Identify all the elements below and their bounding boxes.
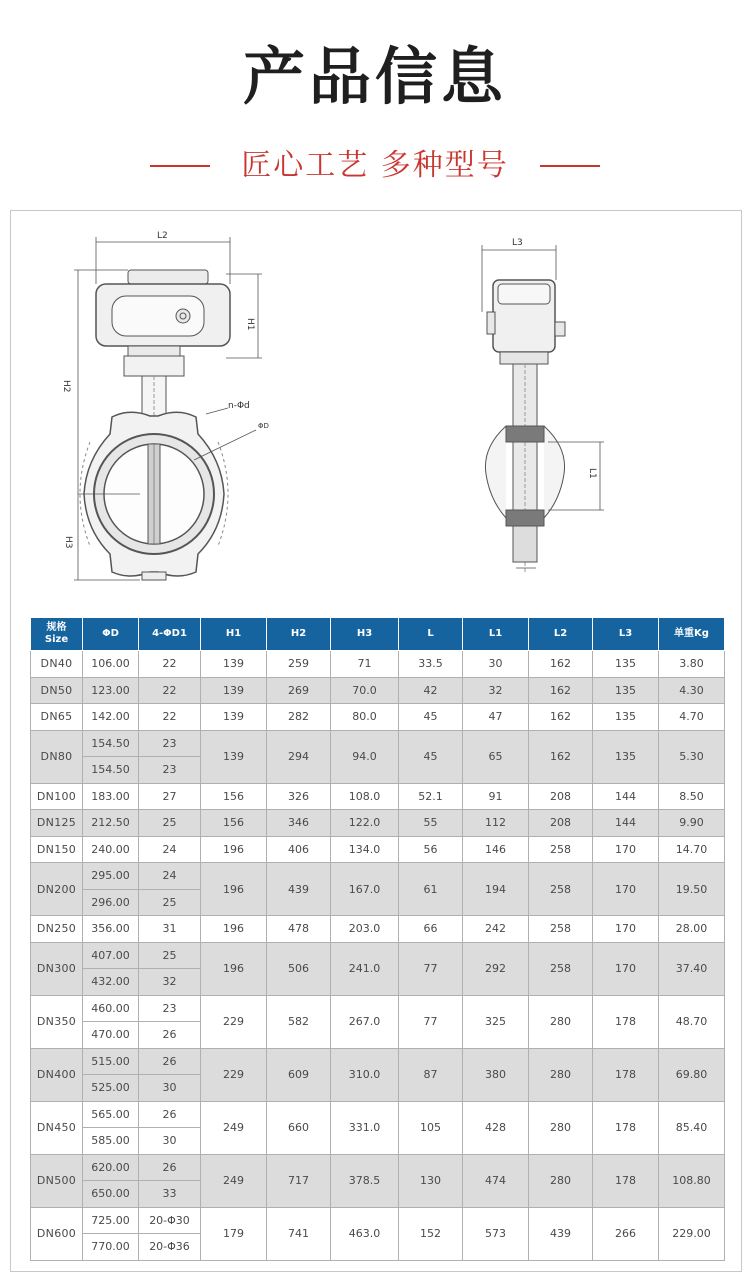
cell-h1: 249: [201, 1154, 267, 1207]
cell-4-phi-d1: 25: [139, 889, 201, 916]
valve-technical-drawing: [0, 212, 750, 612]
header-h2: H2: [267, 618, 331, 651]
cell-size: DN250: [31, 916, 83, 943]
table-row: [31, 916, 725, 943]
cell-phi-d: 770.00: [83, 1234, 139, 1261]
cell-h3: 94.0: [331, 730, 399, 783]
cell-l2: 208: [529, 783, 593, 810]
cell-l: 55: [399, 810, 463, 837]
cell-h3: 267.0: [331, 995, 399, 1048]
spec-table: [30, 617, 725, 1261]
cell-h1: 139: [201, 704, 267, 731]
cell-l: 130: [399, 1154, 463, 1207]
cell-w: 48.70: [659, 995, 725, 1048]
cell-h2: 406: [267, 836, 331, 863]
cell-l1: 325: [463, 995, 529, 1048]
right-divider: [540, 165, 600, 167]
cell-w: 37.40: [659, 942, 725, 995]
cell-l: 105: [399, 1101, 463, 1154]
label-h1: H1: [245, 318, 255, 331]
cell-h1: 196: [201, 863, 267, 916]
table-row: [31, 730, 725, 757]
cell-h1: 179: [201, 1207, 267, 1260]
cell-size: DN40: [31, 651, 83, 678]
cell-4-phi-d1: 31: [139, 916, 201, 943]
cell-phi-d: 154.50: [83, 730, 139, 757]
cell-l1: 65: [463, 730, 529, 783]
cell-l1: 292: [463, 942, 529, 995]
cell-4-phi-d1: 24: [139, 836, 201, 863]
label-h3: H3: [63, 536, 73, 549]
cell-4-phi-d1: 22: [139, 704, 201, 731]
cell-l3: 135: [593, 704, 659, 731]
cell-l1: 573: [463, 1207, 529, 1260]
cell-l3: 135: [593, 651, 659, 678]
cell-w: 108.80: [659, 1154, 725, 1207]
cell-h2: 439: [267, 863, 331, 916]
cell-4-phi-d1: 25: [139, 942, 201, 969]
cell-4-phi-d1: 23: [139, 995, 201, 1022]
cell-w: 14.70: [659, 836, 725, 863]
cell-h3: 463.0: [331, 1207, 399, 1260]
cell-l1: 91: [463, 783, 529, 810]
cell-size: DN150: [31, 836, 83, 863]
header-l2: L2: [529, 618, 593, 651]
cell-4-phi-d1: 30: [139, 1075, 201, 1102]
table-header-row: [31, 618, 725, 651]
cell-l: 42: [399, 677, 463, 704]
cell-l1: 112: [463, 810, 529, 837]
cell-h2: 582: [267, 995, 331, 1048]
cell-l3: 144: [593, 810, 659, 837]
cell-h3: 203.0: [331, 916, 399, 943]
cell-l2: 258: [529, 836, 593, 863]
label-l1: L1: [587, 468, 597, 479]
header-l3: L3: [593, 618, 659, 651]
cell-h1: 229: [201, 995, 267, 1048]
cell-4-phi-d1: 20-Φ36: [139, 1234, 201, 1261]
cell-l1: 146: [463, 836, 529, 863]
cell-h2: 717: [267, 1154, 331, 1207]
cell-l: 77: [399, 942, 463, 995]
table-row: [31, 942, 725, 969]
cell-w: 4.70: [659, 704, 725, 731]
header-h1: H1: [201, 618, 267, 651]
cell-l2: 258: [529, 916, 593, 943]
cell-h3: 241.0: [331, 942, 399, 995]
cell-h2: 660: [267, 1101, 331, 1154]
cell-4-phi-d1: 30: [139, 1128, 201, 1155]
cell-l1: 30: [463, 651, 529, 678]
cell-h2: 326: [267, 783, 331, 810]
cell-h1: 156: [201, 810, 267, 837]
cell-phi-d: 565.00: [83, 1101, 139, 1128]
cell-w: 229.00: [659, 1207, 725, 1260]
cell-l: 152: [399, 1207, 463, 1260]
header-h3: H3: [331, 618, 399, 651]
cell-phi-d: 142.00: [83, 704, 139, 731]
cell-phi-d: 585.00: [83, 1128, 139, 1155]
cell-l1: 474: [463, 1154, 529, 1207]
cell-h2: 282: [267, 704, 331, 731]
cell-size: DN200: [31, 863, 83, 916]
cell-phi-d: 295.00: [83, 863, 139, 890]
table-row: [31, 995, 725, 1022]
cell-w: 9.90: [659, 810, 725, 837]
cell-h3: 331.0: [331, 1101, 399, 1154]
cell-h3: 122.0: [331, 810, 399, 837]
page-subtitle: 匠心工艺 多种型号: [241, 148, 509, 183]
cell-4-phi-d1: 25: [139, 810, 201, 837]
cell-phi-d: 407.00: [83, 942, 139, 969]
side-view: [485, 280, 565, 572]
cell-h2: 269: [267, 677, 331, 704]
label-n-phi-d: n-Φd: [228, 401, 250, 411]
cell-h1: 139: [201, 730, 267, 783]
table-row: [31, 1154, 725, 1181]
cell-l2: 258: [529, 942, 593, 995]
cell-h3: 71: [331, 651, 399, 678]
subtitle-row: [0, 146, 750, 186]
cell-phi-d: 460.00: [83, 995, 139, 1022]
cell-w: 5.30: [659, 730, 725, 783]
table-row: [31, 1101, 725, 1128]
cell-size: DN80: [31, 730, 83, 783]
table-row: [31, 810, 725, 837]
cell-l3: 178: [593, 1154, 659, 1207]
cell-w: 4.30: [659, 677, 725, 704]
cell-l3: 178: [593, 1101, 659, 1154]
cell-l1: 428: [463, 1101, 529, 1154]
cell-phi-d: 106.00: [83, 651, 139, 678]
table-row: [31, 783, 725, 810]
cell-size: DN65: [31, 704, 83, 731]
cell-h2: 294: [267, 730, 331, 783]
cell-phi-d: 183.00: [83, 783, 139, 810]
cell-l3: 170: [593, 863, 659, 916]
header-4-phi-d1: 4-ΦD1: [139, 618, 201, 651]
cell-h1: 249: [201, 1101, 267, 1154]
cell-4-phi-d1: 27: [139, 783, 201, 810]
table-row: [31, 1048, 725, 1075]
cell-l: 45: [399, 704, 463, 731]
cell-l3: 135: [593, 677, 659, 704]
cell-phi-d: 212.50: [83, 810, 139, 837]
cell-h1: 196: [201, 942, 267, 995]
cell-l3: 178: [593, 995, 659, 1048]
cell-4-phi-d1: 26: [139, 1022, 201, 1049]
cell-4-phi-d1: 23: [139, 730, 201, 757]
cell-l: 77: [399, 995, 463, 1048]
table-row: [31, 1207, 725, 1234]
table-row: [31, 836, 725, 863]
cell-l2: 258: [529, 863, 593, 916]
cell-l3: 170: [593, 836, 659, 863]
cell-h2: 741: [267, 1207, 331, 1260]
cell-4-phi-d1: 32: [139, 969, 201, 996]
cell-phi-d: 725.00: [83, 1207, 139, 1234]
label-l2: L2: [157, 231, 168, 241]
cell-size: DN300: [31, 942, 83, 995]
cell-l2: 162: [529, 730, 593, 783]
cell-h3: 134.0: [331, 836, 399, 863]
cell-h1: 196: [201, 836, 267, 863]
label-l3: L3: [512, 238, 523, 248]
cell-phi-d: 515.00: [83, 1048, 139, 1075]
cell-h2: 478: [267, 916, 331, 943]
cell-phi-d: 240.00: [83, 836, 139, 863]
label-phi-d: ΦD: [258, 422, 269, 430]
cell-4-phi-d1: 22: [139, 651, 201, 678]
cell-l2: 280: [529, 1048, 593, 1101]
cell-l: 52.1: [399, 783, 463, 810]
cell-h3: 70.0: [331, 677, 399, 704]
cell-phi-d: 470.00: [83, 1022, 139, 1049]
cell-l1: 194: [463, 863, 529, 916]
header-l1: L1: [463, 618, 529, 651]
cell-size: DN600: [31, 1207, 83, 1260]
cell-4-phi-d1: 22: [139, 677, 201, 704]
cell-l: 56: [399, 836, 463, 863]
cell-phi-d: 154.50: [83, 757, 139, 784]
cell-w: 19.50: [659, 863, 725, 916]
cell-h1: 139: [201, 651, 267, 678]
cell-h2: 609: [267, 1048, 331, 1101]
table-row: [31, 677, 725, 704]
cell-size: DN400: [31, 1048, 83, 1101]
header-size: 规格 Size: [31, 618, 83, 651]
cell-phi-d: 620.00: [83, 1154, 139, 1181]
cell-h3: 108.0: [331, 783, 399, 810]
cell-4-phi-d1: 26: [139, 1101, 201, 1128]
cell-l: 66: [399, 916, 463, 943]
cell-4-phi-d1: 23: [139, 757, 201, 784]
cell-l1: 47: [463, 704, 529, 731]
cell-4-phi-d1: 20-Φ30: [139, 1207, 201, 1234]
cell-h2: 506: [267, 942, 331, 995]
cell-h3: 378.5: [331, 1154, 399, 1207]
cell-h1: 196: [201, 916, 267, 943]
cell-l3: 266: [593, 1207, 659, 1260]
cell-l3: 135: [593, 730, 659, 783]
cell-h3: 80.0: [331, 704, 399, 731]
cell-l2: 280: [529, 1154, 593, 1207]
cell-size: DN50: [31, 677, 83, 704]
page-title: 产品信息: [242, 40, 507, 113]
cell-l1: 380: [463, 1048, 529, 1101]
cell-l2: 162: [529, 651, 593, 678]
cell-phi-d: 650.00: [83, 1181, 139, 1208]
cell-size: DN450: [31, 1101, 83, 1154]
table-row: [31, 863, 725, 890]
cell-4-phi-d1: 26: [139, 1154, 201, 1181]
cell-l2: 162: [529, 677, 593, 704]
header-l: L: [399, 618, 463, 651]
cell-phi-d: 296.00: [83, 889, 139, 916]
cell-h1: 229: [201, 1048, 267, 1101]
cell-l3: 144: [593, 783, 659, 810]
cell-h1: 139: [201, 677, 267, 704]
cell-h3: 167.0: [331, 863, 399, 916]
cell-phi-d: 123.00: [83, 677, 139, 704]
cell-h3: 310.0: [331, 1048, 399, 1101]
cell-size: DN125: [31, 810, 83, 837]
cell-l: 87: [399, 1048, 463, 1101]
cell-size: DN350: [31, 995, 83, 1048]
header-phi-d: ΦD: [83, 618, 139, 651]
cell-l2: 162: [529, 704, 593, 731]
cell-w: 69.80: [659, 1048, 725, 1101]
cell-phi-d: 432.00: [83, 969, 139, 996]
front-view-body: [80, 412, 228, 580]
cell-l3: 178: [593, 1048, 659, 1101]
cell-l2: 280: [529, 1101, 593, 1154]
cell-h2: 346: [267, 810, 331, 837]
table-row: [31, 704, 725, 731]
cell-l: 61: [399, 863, 463, 916]
cell-phi-d: 525.00: [83, 1075, 139, 1102]
cell-l: 45: [399, 730, 463, 783]
cell-l3: 170: [593, 916, 659, 943]
cell-l3: 170: [593, 942, 659, 995]
cell-size: DN100: [31, 783, 83, 810]
cell-h2: 259: [267, 651, 331, 678]
cell-h1: 156: [201, 783, 267, 810]
cell-l2: 280: [529, 995, 593, 1048]
cell-4-phi-d1: 33: [139, 1181, 201, 1208]
cell-w: 85.40: [659, 1101, 725, 1154]
cell-4-phi-d1: 24: [139, 863, 201, 890]
cell-l: 33.5: [399, 651, 463, 678]
cell-l1: 242: [463, 916, 529, 943]
cell-size: DN500: [31, 1154, 83, 1207]
cell-w: 28.00: [659, 916, 725, 943]
cell-w: 8.50: [659, 783, 725, 810]
label-h2: H2: [61, 380, 71, 393]
cell-w: 3.80: [659, 651, 725, 678]
cell-4-phi-d1: 26: [139, 1048, 201, 1075]
front-view-actuator: [96, 270, 230, 416]
cell-l2: 439: [529, 1207, 593, 1260]
cell-l1: 32: [463, 677, 529, 704]
cell-phi-d: 356.00: [83, 916, 139, 943]
header-weight: 单重Kg: [659, 618, 725, 651]
table-row: [31, 651, 725, 678]
cell-l2: 208: [529, 810, 593, 837]
